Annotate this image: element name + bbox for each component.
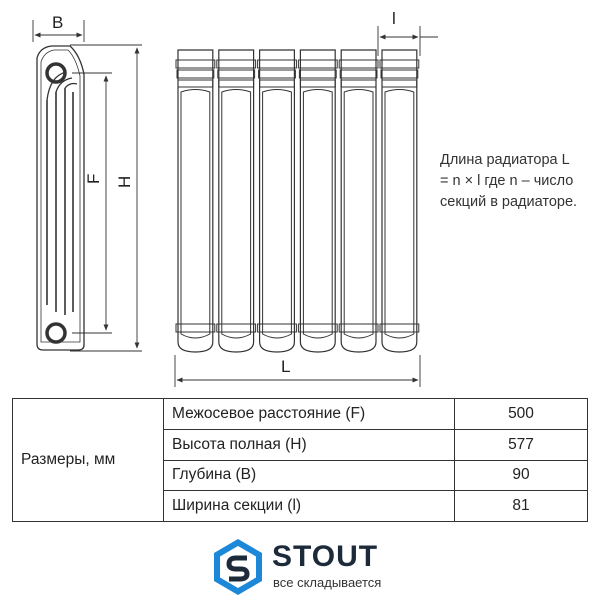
param-value: 500 [455,399,588,430]
note-line: = n × l где n – число [440,173,574,189]
param-value: 577 [455,429,588,460]
group-label: Размеры, мм [13,399,164,522]
radiator-section [217,50,256,352]
radiator-section [298,50,337,352]
note-line: Длина радиатора L [440,152,570,168]
length-formula-note [440,150,600,213]
param-name: Межосевое расстояние (F) [164,399,455,430]
brand-name: STOUT [272,540,379,573]
axis-distance-label: F [84,173,103,184]
param-name: Ширина секции (l) [164,491,455,522]
front-view [176,50,419,352]
radiator-section [380,50,419,352]
brand-slogan: все складывается [273,575,382,590]
radiator-section [258,50,297,352]
note-line: секций в радиаторе. [440,194,578,210]
param-value: 90 [455,460,588,491]
height-label: H [115,175,134,188]
radiator-section [339,50,378,352]
param-value: 81 [455,491,588,522]
section-width-label: l [392,9,396,28]
length-label: L [281,357,291,376]
param-name: Высота полная (H) [164,429,455,460]
radiator-section [176,50,215,352]
table-row [13,399,588,430]
depth-label: B [52,13,64,32]
specs-table [12,398,588,522]
param-name: Глубина (B) [164,460,455,491]
